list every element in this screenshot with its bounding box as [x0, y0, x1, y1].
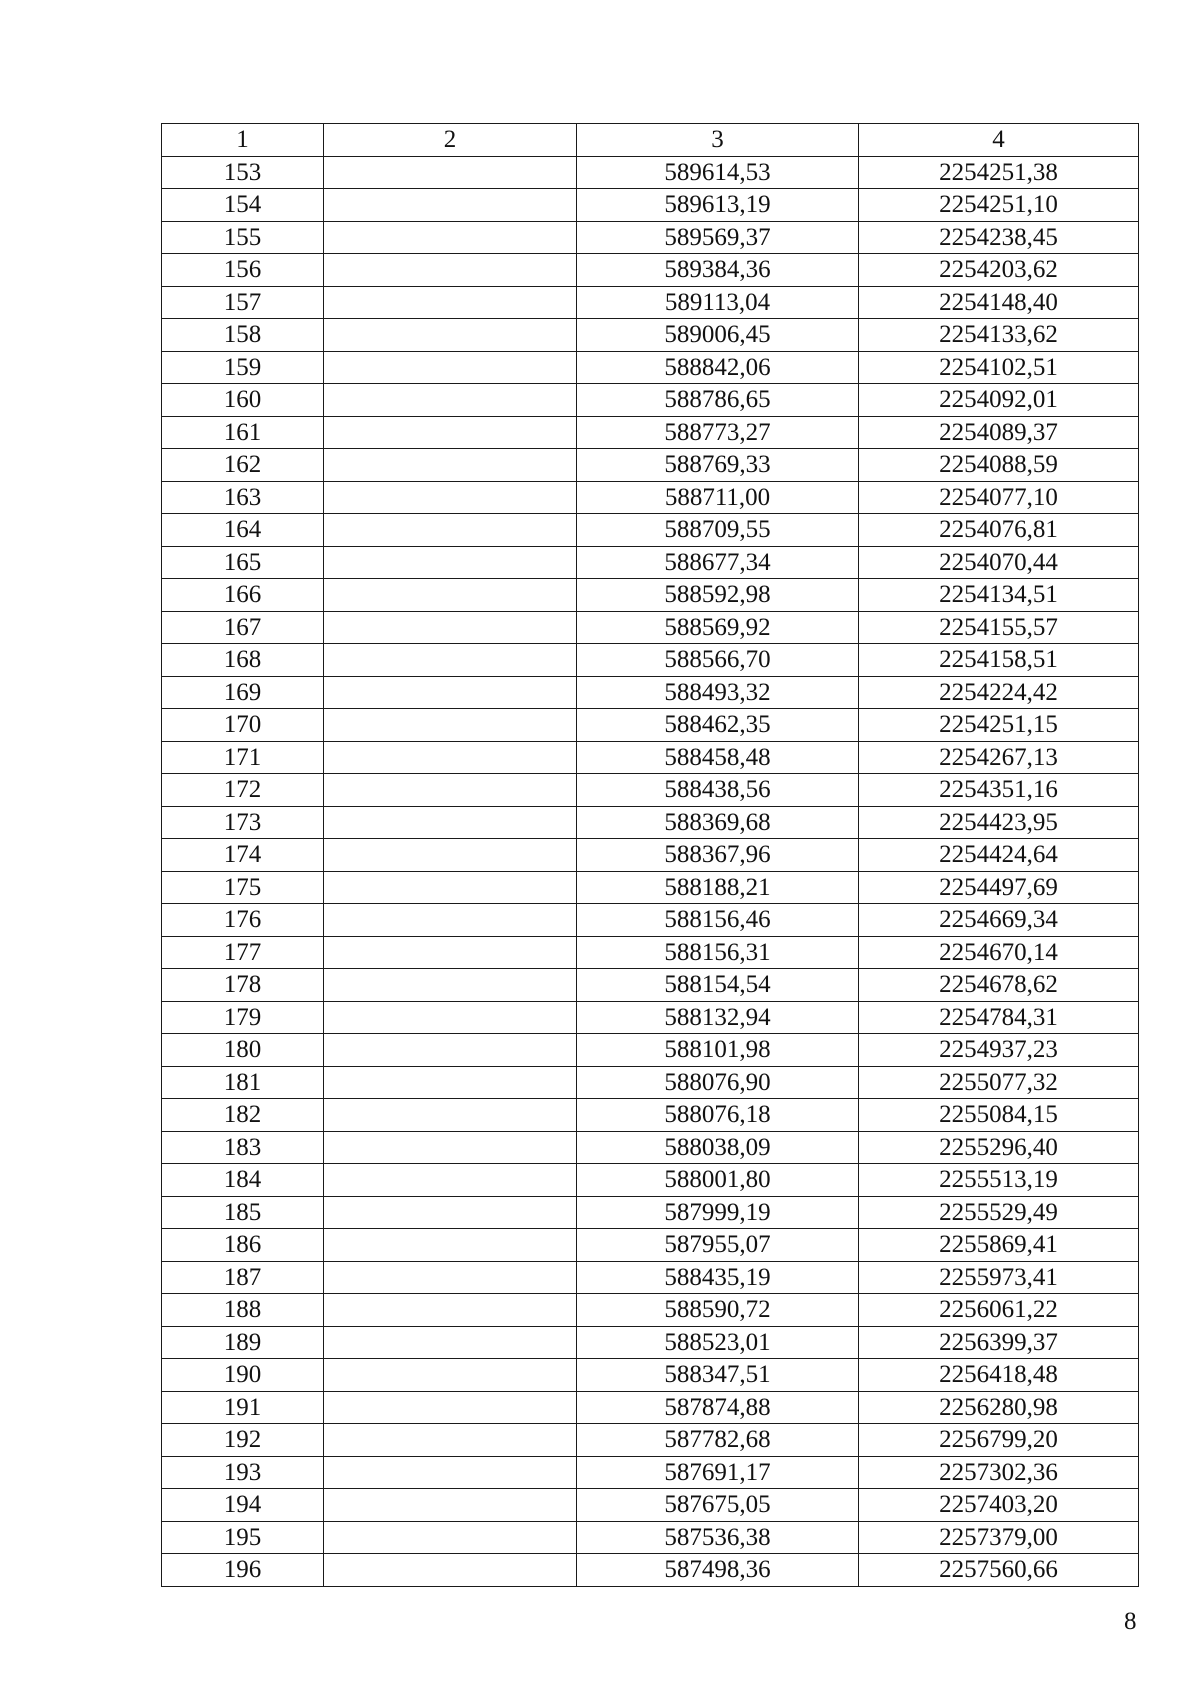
y-coordinate-cell: 2254203,62: [859, 254, 1139, 287]
y-coordinate-cell: 2254497,69: [859, 871, 1139, 904]
y-coordinate-cell: 2254251,15: [859, 709, 1139, 742]
empty-cell: [324, 741, 577, 774]
empty-cell: [324, 644, 577, 677]
table-row: [162, 1554, 1139, 1587]
x-coordinate-cell: 588132,94: [577, 1001, 859, 1034]
point-number-cell: 194: [162, 1489, 324, 1522]
y-coordinate-cell: 2254251,10: [859, 189, 1139, 222]
point-number-cell: 182: [162, 1099, 324, 1132]
y-coordinate-cell: 2254134,51: [859, 579, 1139, 612]
y-coordinate-cell: 2254092,01: [859, 384, 1139, 417]
y-coordinate-cell: 2254224,42: [859, 676, 1139, 709]
x-coordinate-cell: 589006,45: [577, 319, 859, 352]
x-coordinate-cell: 589613,19: [577, 189, 859, 222]
table-row: [162, 904, 1139, 937]
y-coordinate-cell: 2255529,49: [859, 1196, 1139, 1229]
y-coordinate-cell: 2255296,40: [859, 1131, 1139, 1164]
empty-cell: [324, 221, 577, 254]
table-row: [162, 676, 1139, 709]
table-row: [162, 1456, 1139, 1489]
empty-cell: [324, 416, 577, 449]
table-row: [162, 449, 1139, 482]
y-coordinate-cell: 2254251,38: [859, 156, 1139, 189]
y-coordinate-cell: 2255084,15: [859, 1099, 1139, 1132]
table-body: [162, 156, 1139, 1586]
empty-cell: [324, 709, 577, 742]
x-coordinate-cell: 588188,21: [577, 871, 859, 904]
point-number-cell: 175: [162, 871, 324, 904]
y-coordinate-cell: 2254133,62: [859, 319, 1139, 352]
table-row: [162, 189, 1139, 222]
y-coordinate-cell: 2254077,10: [859, 481, 1139, 514]
table-row: [162, 871, 1139, 904]
point-number-cell: 161: [162, 416, 324, 449]
table-row: [162, 839, 1139, 872]
y-coordinate-cell: 2254158,51: [859, 644, 1139, 677]
table-row: [162, 254, 1139, 287]
empty-cell: [324, 1489, 577, 1522]
x-coordinate-cell: 588156,46: [577, 904, 859, 937]
point-number-cell: 190: [162, 1359, 324, 1392]
empty-cell: [324, 546, 577, 579]
table-row: [162, 1099, 1139, 1132]
y-coordinate-cell: 2255973,41: [859, 1261, 1139, 1294]
x-coordinate-cell: 588462,35: [577, 709, 859, 742]
page-number: 8: [1124, 1608, 1137, 1635]
x-coordinate-cell: 589384,36: [577, 254, 859, 287]
y-coordinate-cell: 2254070,44: [859, 546, 1139, 579]
point-number-cell: 184: [162, 1164, 324, 1197]
empty-cell: [324, 1099, 577, 1132]
point-number-cell: 168: [162, 644, 324, 677]
header-col-1: 1: [162, 124, 324, 157]
empty-cell: [324, 871, 577, 904]
x-coordinate-cell: 587999,19: [577, 1196, 859, 1229]
x-coordinate-cell: 588523,01: [577, 1326, 859, 1359]
x-coordinate-cell: 588154,54: [577, 969, 859, 1002]
table-row: [162, 741, 1139, 774]
y-coordinate-cell: 2254102,51: [859, 351, 1139, 384]
x-coordinate-cell: 588711,00: [577, 481, 859, 514]
empty-cell: [324, 1554, 577, 1587]
point-number-cell: 191: [162, 1391, 324, 1424]
empty-cell: [324, 1066, 577, 1099]
point-number-cell: 174: [162, 839, 324, 872]
x-coordinate-cell: 588369,68: [577, 806, 859, 839]
table-row: [162, 221, 1139, 254]
x-coordinate-cell: 589113,04: [577, 286, 859, 319]
empty-cell: [324, 514, 577, 547]
point-number-cell: 179: [162, 1001, 324, 1034]
point-number-cell: 177: [162, 936, 324, 969]
table-row: [162, 351, 1139, 384]
table-row: [162, 286, 1139, 319]
point-number-cell: 196: [162, 1554, 324, 1587]
point-number-cell: 158: [162, 319, 324, 352]
table-row: [162, 1066, 1139, 1099]
empty-cell: [324, 286, 577, 319]
empty-cell: [324, 774, 577, 807]
y-coordinate-cell: 2255077,32: [859, 1066, 1139, 1099]
y-coordinate-cell: 2257560,66: [859, 1554, 1139, 1587]
x-coordinate-cell: 587536,38: [577, 1521, 859, 1554]
point-number-cell: 183: [162, 1131, 324, 1164]
x-coordinate-cell: 588076,90: [577, 1066, 859, 1099]
x-coordinate-cell: 587691,17: [577, 1456, 859, 1489]
empty-cell: [324, 1359, 577, 1392]
point-number-cell: 165: [162, 546, 324, 579]
empty-cell: [324, 806, 577, 839]
x-coordinate-cell: 588769,33: [577, 449, 859, 482]
table-row: [162, 1294, 1139, 1327]
x-coordinate-cell: 588842,06: [577, 351, 859, 384]
x-coordinate-cell: 588001,80: [577, 1164, 859, 1197]
empty-cell: [324, 1196, 577, 1229]
table-row: [162, 546, 1139, 579]
empty-cell: [324, 1456, 577, 1489]
x-coordinate-cell: 587675,05: [577, 1489, 859, 1522]
empty-cell: [324, 1229, 577, 1262]
header-col-2: 2: [324, 124, 577, 157]
table-row: [162, 1521, 1139, 1554]
x-coordinate-cell: 588101,98: [577, 1034, 859, 1067]
empty-cell: [324, 351, 577, 384]
x-coordinate-cell: 589569,37: [577, 221, 859, 254]
point-number-cell: 176: [162, 904, 324, 937]
y-coordinate-cell: 2254351,16: [859, 774, 1139, 807]
point-number-cell: 173: [162, 806, 324, 839]
table-row: [162, 1391, 1139, 1424]
table-row: [162, 1229, 1139, 1262]
table-row: [162, 384, 1139, 417]
table-row: [162, 709, 1139, 742]
x-coordinate-cell: 588347,51: [577, 1359, 859, 1392]
table-row: [162, 1034, 1139, 1067]
point-number-cell: 156: [162, 254, 324, 287]
table-row: [162, 644, 1139, 677]
point-number-cell: 170: [162, 709, 324, 742]
empty-cell: [324, 1521, 577, 1554]
point-number-cell: 180: [162, 1034, 324, 1067]
x-coordinate-cell: 588569,92: [577, 611, 859, 644]
y-coordinate-cell: 2256799,20: [859, 1424, 1139, 1457]
point-number-cell: 185: [162, 1196, 324, 1229]
x-coordinate-cell: 588038,09: [577, 1131, 859, 1164]
point-number-cell: 163: [162, 481, 324, 514]
y-coordinate-cell: 2254678,62: [859, 969, 1139, 1002]
table-row: [162, 514, 1139, 547]
point-number-cell: 164: [162, 514, 324, 547]
coordinates-table: [161, 123, 1139, 1587]
table-row: [162, 416, 1139, 449]
point-number-cell: 159: [162, 351, 324, 384]
table-row: [162, 1131, 1139, 1164]
empty-cell: [324, 449, 577, 482]
y-coordinate-cell: 2254238,45: [859, 221, 1139, 254]
empty-cell: [324, 189, 577, 222]
x-coordinate-cell: 588156,31: [577, 936, 859, 969]
table-row: [162, 1489, 1139, 1522]
empty-cell: [324, 254, 577, 287]
table-row: [162, 1424, 1139, 1457]
x-coordinate-cell: 588773,27: [577, 416, 859, 449]
empty-cell: [324, 1164, 577, 1197]
x-coordinate-cell: 588367,96: [577, 839, 859, 872]
x-coordinate-cell: 588435,19: [577, 1261, 859, 1294]
y-coordinate-cell: 2257379,00: [859, 1521, 1139, 1554]
table-row: [162, 319, 1139, 352]
empty-cell: [324, 936, 577, 969]
x-coordinate-cell: 588709,55: [577, 514, 859, 547]
point-number-cell: 153: [162, 156, 324, 189]
y-coordinate-cell: 2254423,95: [859, 806, 1139, 839]
point-number-cell: 160: [162, 384, 324, 417]
point-number-cell: 167: [162, 611, 324, 644]
point-number-cell: 178: [162, 969, 324, 1002]
empty-cell: [324, 1131, 577, 1164]
point-number-cell: 154: [162, 189, 324, 222]
point-number-cell: 162: [162, 449, 324, 482]
y-coordinate-cell: 2254669,34: [859, 904, 1139, 937]
empty-cell: [324, 676, 577, 709]
y-coordinate-cell: 2254089,37: [859, 416, 1139, 449]
point-number-cell: 155: [162, 221, 324, 254]
x-coordinate-cell: 588590,72: [577, 1294, 859, 1327]
table-row: [162, 156, 1139, 189]
table-row: [162, 1261, 1139, 1294]
y-coordinate-cell: 2256418,48: [859, 1359, 1139, 1392]
table-row: [162, 481, 1139, 514]
y-coordinate-cell: 2254937,23: [859, 1034, 1139, 1067]
y-coordinate-cell: 2257302,36: [859, 1456, 1139, 1489]
x-coordinate-cell: 588493,32: [577, 676, 859, 709]
table-row: [162, 611, 1139, 644]
point-number-cell: 193: [162, 1456, 324, 1489]
point-number-cell: 188: [162, 1294, 324, 1327]
y-coordinate-cell: 2255869,41: [859, 1229, 1139, 1262]
empty-cell: [324, 481, 577, 514]
x-coordinate-cell: 588566,70: [577, 644, 859, 677]
empty-cell: [324, 1261, 577, 1294]
empty-cell: [324, 1391, 577, 1424]
point-number-cell: 171: [162, 741, 324, 774]
y-coordinate-cell: 2254155,57: [859, 611, 1139, 644]
header-col-3: 3: [577, 124, 859, 157]
y-coordinate-cell: 2256061,22: [859, 1294, 1139, 1327]
point-number-cell: 195: [162, 1521, 324, 1554]
empty-cell: [324, 1034, 577, 1067]
table-row: [162, 806, 1139, 839]
table-header-row: [162, 124, 1139, 157]
table-row: [162, 1164, 1139, 1197]
table-row: [162, 969, 1139, 1002]
point-number-cell: 192: [162, 1424, 324, 1457]
empty-cell: [324, 839, 577, 872]
x-coordinate-cell: 587874,88: [577, 1391, 859, 1424]
point-number-cell: 157: [162, 286, 324, 319]
y-coordinate-cell: 2255513,19: [859, 1164, 1139, 1197]
header-col-4: 4: [859, 124, 1139, 157]
y-coordinate-cell: 2257403,20: [859, 1489, 1139, 1522]
y-coordinate-cell: 2254148,40: [859, 286, 1139, 319]
x-coordinate-cell: 588438,56: [577, 774, 859, 807]
y-coordinate-cell: 2254076,81: [859, 514, 1139, 547]
point-number-cell: 189: [162, 1326, 324, 1359]
x-coordinate-cell: 588076,18: [577, 1099, 859, 1132]
x-coordinate-cell: 588458,48: [577, 741, 859, 774]
y-coordinate-cell: 2254267,13: [859, 741, 1139, 774]
x-coordinate-cell: 587955,07: [577, 1229, 859, 1262]
empty-cell: [324, 1001, 577, 1034]
table-row: [162, 1001, 1139, 1034]
point-number-cell: 166: [162, 579, 324, 612]
x-coordinate-cell: 589614,53: [577, 156, 859, 189]
x-coordinate-cell: 588786,65: [577, 384, 859, 417]
point-number-cell: 169: [162, 676, 324, 709]
point-number-cell: 186: [162, 1229, 324, 1262]
y-coordinate-cell: 2254424,64: [859, 839, 1139, 872]
point-number-cell: 181: [162, 1066, 324, 1099]
empty-cell: [324, 904, 577, 937]
y-coordinate-cell: 2256399,37: [859, 1326, 1139, 1359]
y-coordinate-cell: 2254784,31: [859, 1001, 1139, 1034]
y-coordinate-cell: 2254670,14: [859, 936, 1139, 969]
empty-cell: [324, 579, 577, 612]
x-coordinate-cell: 587782,68: [577, 1424, 859, 1457]
table-row: [162, 774, 1139, 807]
x-coordinate-cell: 588677,34: [577, 546, 859, 579]
table-row: [162, 936, 1139, 969]
point-number-cell: 172: [162, 774, 324, 807]
empty-cell: [324, 319, 577, 352]
table-row: [162, 1326, 1139, 1359]
empty-cell: [324, 384, 577, 417]
table-row: [162, 1359, 1139, 1392]
y-coordinate-cell: 2254088,59: [859, 449, 1139, 482]
x-coordinate-cell: 588592,98: [577, 579, 859, 612]
empty-cell: [324, 1294, 577, 1327]
table-row: [162, 1196, 1139, 1229]
table-row: [162, 579, 1139, 612]
y-coordinate-cell: 2256280,98: [859, 1391, 1139, 1424]
empty-cell: [324, 1424, 577, 1457]
empty-cell: [324, 611, 577, 644]
empty-cell: [324, 969, 577, 1002]
point-number-cell: 187: [162, 1261, 324, 1294]
x-coordinate-cell: 587498,36: [577, 1554, 859, 1587]
empty-cell: [324, 156, 577, 189]
empty-cell: [324, 1326, 577, 1359]
